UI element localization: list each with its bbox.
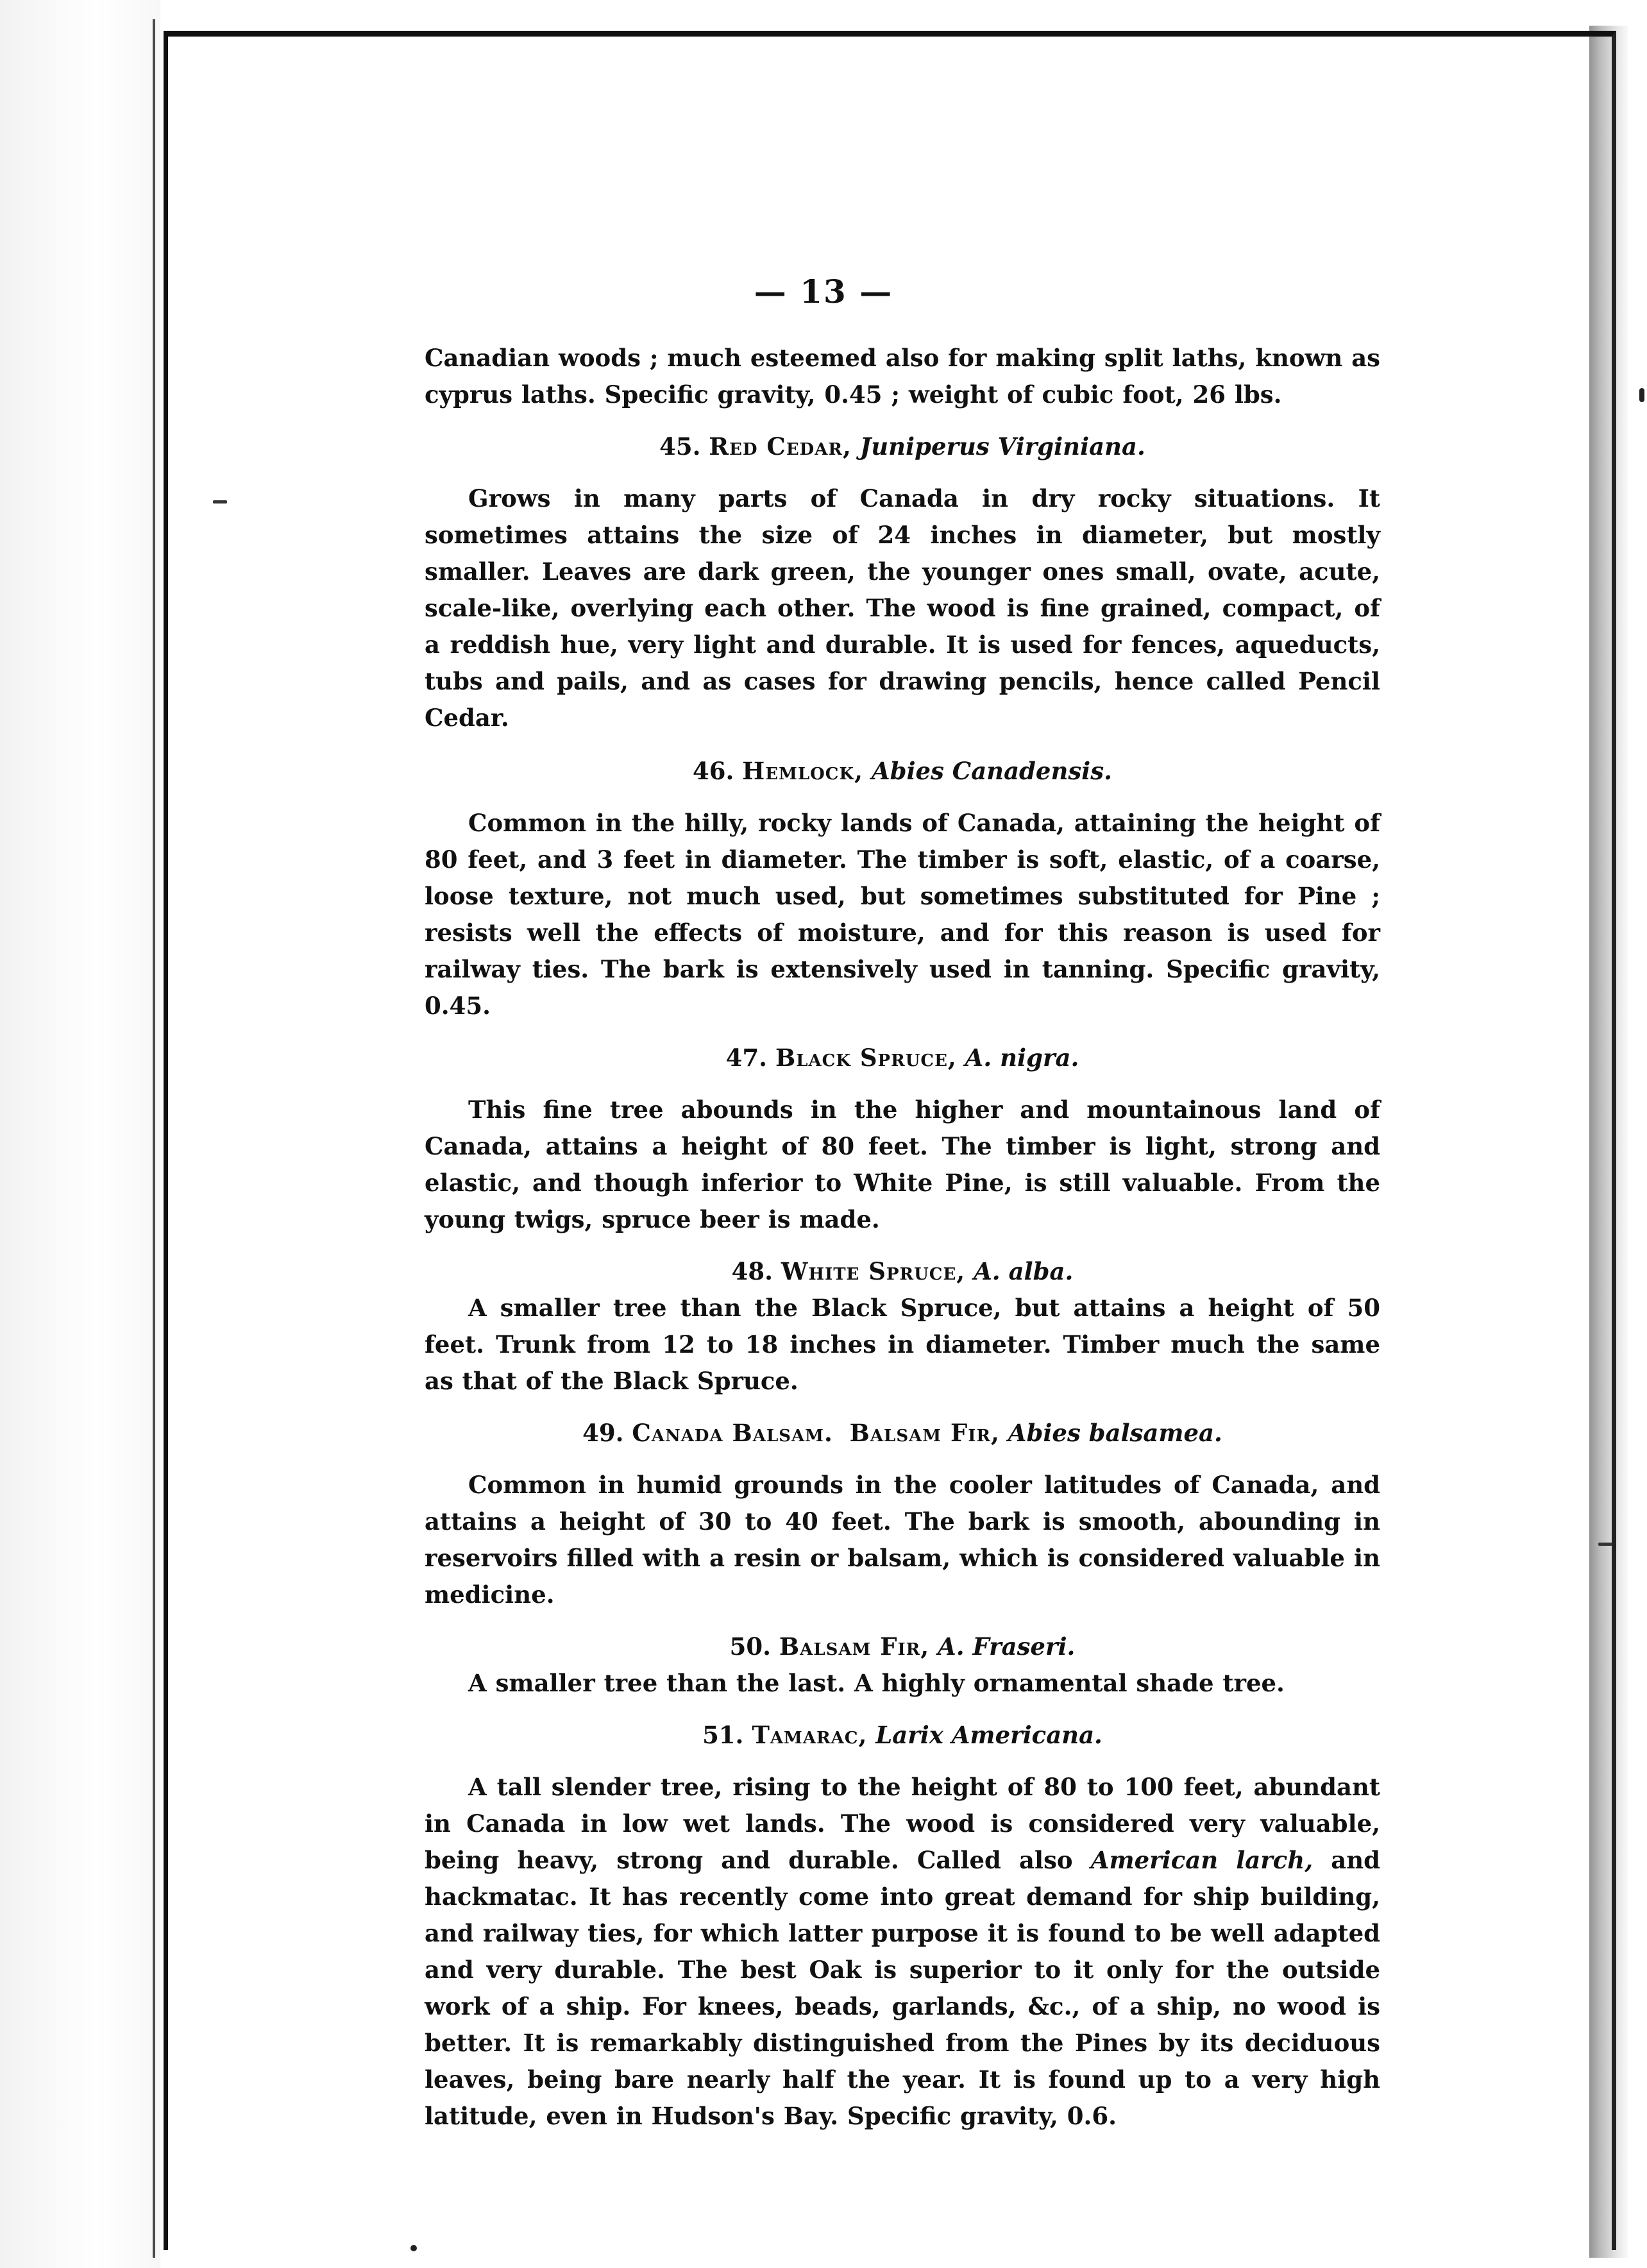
entry-heading-51 <box>425 1717 1380 1754</box>
entry-body-45: Grows in many parts of Canada in dry rocky situations. It sometimes attains the size of 24 inches in diameter, but mostly smaller. Leaves are dark green, the younger ones small, ovate, acute, scale-like, overlying each other. The wood is fine grained, compact, of a reddish hue, very light and durable. It is used for fences, aqueducts, tubs and pails, and as cases for drawing pencils, hence called Pencil Cedar. <box>425 484 1380 732</box>
entry-latin-name: Abies balsamea. <box>1008 1419 1222 1447</box>
entry-heading-47 <box>425 1040 1380 1076</box>
left-margin-line <box>153 19 155 2258</box>
entry-latin-name: A. alba. <box>974 1257 1074 1285</box>
entry-number: 51. <box>702 1721 744 1749</box>
scan-mark <box>1639 388 1644 402</box>
entry-heading-50 <box>425 1629 1380 1665</box>
entry-common-name: White Spruce, <box>781 1257 966 1285</box>
entry-body-49: Common in humid grounds in the cooler latitudes of Canada, and attains a height of 30 to 40 feet. The bark is smooth, abounding in reservoirs filled with a resin or balsam, which is considered valuable in medicine. <box>425 1471 1380 1609</box>
scan-mark <box>410 2245 417 2251</box>
page-content <box>425 340 1380 2135</box>
entry-body-part: and hackmatac. It has recently come into great demand for ship building, and railway ties, for which latter purpose it is found to be well adapted and very durable. The best Oak is superior to it only for the outside work of a ship. For knees, beads, garlands, &c., of a ship, no wood is better. It is remarkably distinguished from the Pines by its deciduous leaves, being bare nearly half the year. It is found up to a very high latitude, even in Hudson's Bay. Specific gravity, 0.6. <box>425 1846 1380 2130</box>
entry-number: 47. <box>725 1044 768 1072</box>
entry-body-47: This fine tree abounds in the higher and mountainous land of Canada, attains a height of 80 feet. The timber is light, strong and elastic, and though inferior to White Pine, is still valuable. From the young twigs, spruce beer is made. <box>425 1096 1380 1233</box>
entry-latin-name: Juniperus Virginiana. <box>859 432 1145 461</box>
entry-number: 48. <box>731 1257 773 1285</box>
entry-common-name: Balsam Fir, <box>779 1632 930 1661</box>
entry-heading-45 <box>425 428 1380 465</box>
entry-heading-48 <box>425 1253 1380 1290</box>
entry-number: 49. <box>582 1419 624 1447</box>
entry-heading-49 <box>425 1415 1380 1451</box>
left-page-edge <box>0 0 160 2268</box>
entry-common-name: Black Spruce, <box>775 1044 957 1072</box>
entry-body-48: A smaller tree than the Black Spruce, but attains a height of 50 feet. Trunk from 12 to 18 inches in diameter. Timber much the same as that of the Black Spruce. <box>425 1294 1380 1395</box>
entry-common-name: Tamarac, <box>752 1721 868 1749</box>
entry-common-name: Canada Balsam. <box>632 1419 833 1447</box>
page-number: — 13 — <box>754 273 893 310</box>
entry-number: 46. <box>693 757 734 785</box>
entry-heading-46 <box>425 753 1380 790</box>
scan-mark <box>1598 1543 1612 1546</box>
entry-body-51 <box>425 1769 1380 2135</box>
entry-body-50: A smaller tree than the last. A highly ornamental shade tree. <box>468 1669 1285 1697</box>
entry-number: 45. <box>659 432 701 461</box>
entry-latin-name: Abies Canadensis. <box>871 757 1112 785</box>
entry-common-name: Hemlock, <box>742 757 863 785</box>
entry-latin-name: Larix Americana. <box>875 1721 1102 1749</box>
entry-number: 50. <box>729 1632 771 1661</box>
entry-body-part: A tall slender tree, rising to the height of 80 to 100 feet, abundant in Canada in low wet lands. The wood is considered very valuable, being heavy, strong and durable. Called also <box>425 1773 1380 1874</box>
entry-body-46: Common in the hilly, rocky lands of Canada, attaining the height of 80 feet, and 3 feet in diameter. The timber is soft, elastic, of a coarse, loose texture, not much used, but sometimes substituted for Pine ; resists well the effects of moisture, and for this reason is used for railway ties. The bark is extensively used in tanning. Specific gravity, 0.45. <box>425 809 1380 1020</box>
entry-common-name: Red Cedar, <box>709 432 852 461</box>
entry-latin-name: A. Fraseri. <box>938 1632 1076 1661</box>
entry-latin-name: A. nigra. <box>965 1044 1079 1072</box>
entry-common-name-2: Balsam Fir, <box>849 1419 1000 1447</box>
scan-mark <box>213 500 227 504</box>
intro-paragraph: Canadian woods ; much esteemed also for making split laths, known as cyprus laths. Specific gravity, 0.45 ; weight of cubic foot, 26 lbs. <box>425 344 1380 409</box>
entry-body-italic: American larch, <box>1090 1846 1313 1874</box>
